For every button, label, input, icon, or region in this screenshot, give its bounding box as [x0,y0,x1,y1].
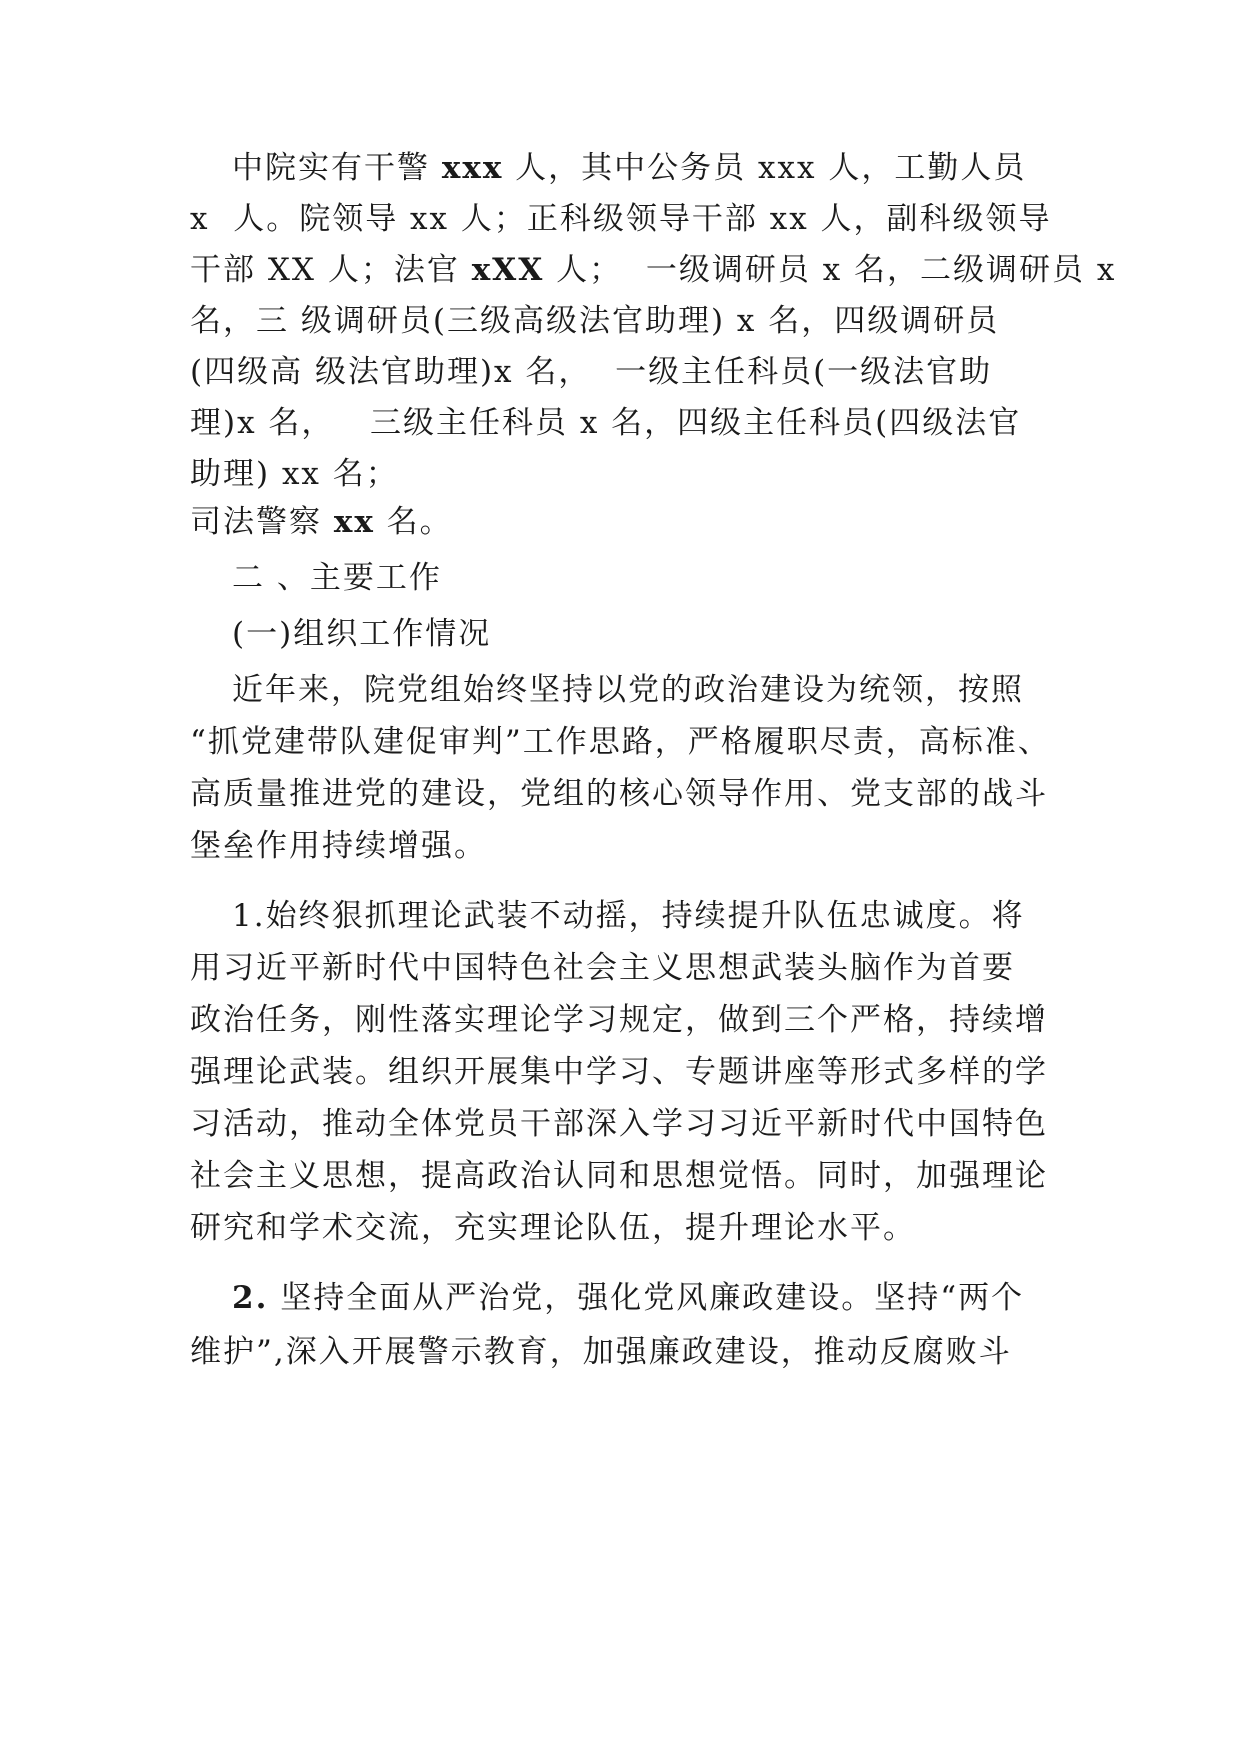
para4-line1: 2. 坚持全面从严治党，强化党风廉政建设。坚持“两个 [232,1280,1025,1316]
para4-line2: 维护”,深入开展警示教育，加强廉政建设，推动反腐败斗 [190,1334,1012,1370]
para1-line5: (四级高 级法官助理)x 名， 一级主任科员(一级法官助 [190,354,993,390]
para2-line2: “抓党建带队建促审判”工作思路，严格履职尽责，高标准、 [190,724,1051,760]
section-heading: 二 、主要工作 [232,560,442,596]
para3-line5: 习活动，推动全体党员干部深入学习习近平新时代中国特色 [190,1106,1048,1142]
para1-line7: 助理) xx 名； [190,456,399,492]
para3-line6: 社会主义思想，提高政治认同和思想觉悟。同时，加强理论 [190,1158,1048,1194]
para3-line1: 1.始终狠抓理论武装不动摇，持续提升队伍忠诚度。将 [232,898,1025,934]
para1-line2: x 人。院领导 xx 人；正科级领导干部 xx 人，副科级领导 [190,201,1052,237]
para2-line1: 近年来，院党组始终坚持以党的政治建设为统领，按照 [232,672,1024,708]
subsection-heading: (一)组织工作情况 [232,616,492,652]
para1-line8: 司法警察 xx 名。 [190,504,453,540]
para2-line4: 堡垒作用持续增强。 [190,828,487,864]
para1-line6: 理)x 名， 三级主任科员 x 名，四级主任科员(四级法官 [190,405,1022,441]
para3-line7: 研究和学术交流，充实理论队伍，提升理论水平。 [190,1210,916,1246]
para3-line2: 用习近平新时代中国特色社会主义思想武装头脑作为首要 [190,950,1015,986]
para1-line4: 名，三 级调研员(三级高级法官助理) x 名，四级调研员 [190,303,1000,339]
para1-line1: 中院实有干警 xxx 人，其中公务员 xxx 人，工勤人员 [232,150,1027,186]
para3-line3: 政治任务，刚性落实理论学习规定，做到三个严格，持续增 [190,1002,1048,1038]
para2-line3: 高质量推进党的建设，党组的核心领导作用、党支部的战斗 [190,776,1048,812]
para3-line4: 强理论武装。组织开展集中学习、专题讲座等形式多样的学 [190,1054,1048,1090]
para1-line3: 干部 XX 人；法官 xXX 人； 一级调研员 x 名，二级调研员 x [190,252,1117,288]
